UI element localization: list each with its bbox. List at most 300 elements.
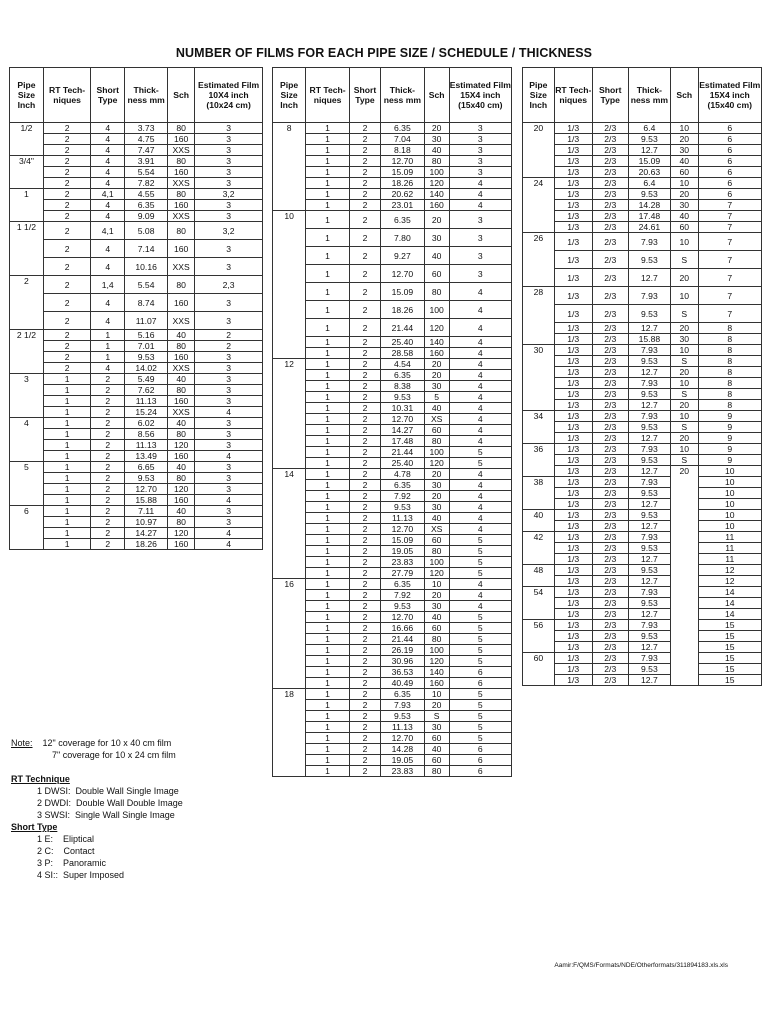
rt-technique-cell: 1 [306,612,350,623]
thickness-cell: 12.7 [628,576,670,587]
pipe-size-cell [273,265,306,283]
short-type-cell: 2 [349,265,380,283]
short-type-item: 4 SI:: Super Imposed [37,870,125,880]
rt-technique-cell: 1 [306,381,350,392]
table-row [10,276,263,294]
thickness-cell: 8.38 [381,381,425,392]
short-type-cell: 2 [349,414,380,425]
rt-technique-cell: 1/3 [554,287,592,305]
rt-technique-cell: 1/3 [554,222,592,233]
film-count-cell: 4 [449,381,511,392]
table-row [523,411,762,422]
table-row [523,345,762,356]
rt-technique-cell: 1 [43,440,90,451]
rt-technique-cell: 2 [43,178,90,189]
film-count-cell: 15 [698,631,761,642]
table-row [523,510,762,521]
thickness-cell: 9.53 [628,134,670,145]
sch-cell: 10 [671,378,698,389]
rt-technique-cell: 1 [306,436,350,447]
table-row [523,134,762,145]
pipe-size-cell [10,240,44,258]
film-count-cell: 14 [698,609,761,620]
sch-cell: XXS [168,407,195,418]
thickness-cell: 18.26 [125,539,168,550]
rt-technique-cell: 1/3 [554,521,592,532]
table-row [273,134,512,145]
pipe-size-cell [523,334,555,345]
table-row [273,458,512,469]
sch-cell [671,620,698,631]
rt-technique-cell: 1 [306,211,350,229]
pipe-size-cell: 28 [523,287,555,305]
film-count-cell: 11 [698,543,761,554]
films-table-medium-pipes [272,67,512,777]
thickness-cell: 12.70 [381,156,425,167]
table-row [523,521,762,532]
short-type-cell: 2/3 [592,287,628,305]
notes-section [11,737,183,881]
pipe-size-cell [273,403,306,414]
sch-cell [671,543,698,554]
pipe-size-cell: 26 [523,233,555,251]
table-row [273,722,512,733]
thickness-cell: 18.26 [381,178,425,189]
film-count-cell: 3 [195,374,263,385]
rt-technique-cell: 1 [43,418,90,429]
thickness-cell: 6.35 [381,579,425,590]
short-type-cell: 2 [349,568,380,579]
table-row [273,689,512,700]
thickness-cell: 7.14 [125,240,168,258]
rt-technique-cell: 1 [306,301,350,319]
pipe-size-cell: 1 [10,189,44,200]
rt-technique-cell: 1 [306,524,350,535]
pipe-size-cell [10,484,44,495]
rt-technique-cell: 1/3 [554,422,592,433]
sch-cell: 40 [424,612,449,623]
short-type-cell: 2 [349,301,380,319]
rt-technique-cell: 1/3 [554,251,592,269]
pipe-size-cell [273,301,306,319]
film-count-cell: 8 [698,345,761,356]
table-header-row [273,68,512,123]
table-row [273,755,512,766]
short-type-cell: 2/3 [592,178,628,189]
short-type-cell: 2 [349,229,380,247]
film-count-cell: 4 [449,601,511,612]
film-count-cell: 12 [698,576,761,587]
short-type-cell: 2 [91,462,125,473]
short-type-cell: 2 [349,189,380,200]
short-type-cell: 4,1 [91,189,125,200]
film-count-cell: 9 [698,444,761,455]
pipe-size-cell [10,495,44,506]
sch-cell: 10 [671,444,698,455]
table-row [273,414,512,425]
table-row [273,447,512,458]
film-count-cell: 5 [449,623,511,634]
thickness-cell: 15.24 [125,407,168,418]
sch-cell: 10 [671,233,698,251]
sch-cell: 120 [168,528,195,539]
thickness-cell: 7.93 [628,620,670,631]
film-count-cell: 4 [449,524,511,535]
film-count-cell: 8 [698,356,761,367]
rt-technique-cell: 1 [306,447,350,458]
sch-cell: 60 [424,623,449,634]
thickness-cell: 10.31 [381,403,425,414]
table-row [10,418,263,429]
table-row [523,653,762,664]
pipe-size-cell [273,656,306,667]
table-row [273,634,512,645]
pipe-size-cell [273,546,306,557]
pipe-size-cell [273,733,306,744]
table-row [10,517,263,528]
short-type-cell: 2 [91,374,125,385]
table-row [273,612,512,623]
short-type-cell: 2/3 [592,378,628,389]
sch-cell [671,598,698,609]
film-count-cell: 4 [449,200,511,211]
short-type-cell: 2/3 [592,587,628,598]
header-pipe-size: Pipe Size Inch [10,68,44,123]
short-type-cell: 2 [349,370,380,381]
rt-technique-cell: 1 [306,123,350,134]
short-type-cell: 1,4 [91,276,125,294]
pipe-size-cell [10,167,44,178]
rt-technique-cell: 1 [43,528,90,539]
short-type-cell: 2 [349,480,380,491]
short-type-cell: 2 [349,319,380,337]
rt-technique-cell: 2 [43,330,90,341]
film-count-cell: 7 [698,222,761,233]
thickness-cell: 15.88 [628,334,670,345]
rt-technique-cell: 1 [306,156,350,167]
table-row [10,462,263,473]
film-count-cell: 10 [698,477,761,488]
pipe-size-cell [10,352,44,363]
short-type-cell: 4 [91,258,125,276]
sch-cell: 30 [424,381,449,392]
sch-cell: 40 [168,330,195,341]
table-row [273,491,512,502]
table-row [10,294,263,312]
film-count-cell: 3 [195,156,263,167]
thickness-cell: 5.54 [125,276,168,294]
table-row [523,123,762,134]
rt-technique-cell: 1 [306,403,350,414]
film-count-cell: 3 [195,145,263,156]
sch-cell: 120 [424,656,449,667]
table-row [10,495,263,506]
film-count-cell: 2,3 [195,276,263,294]
pipe-size-cell [273,178,306,189]
rt-technique-cell: 1 [306,722,350,733]
sch-cell [671,642,698,653]
sch-cell: 160 [168,396,195,407]
film-count-cell: 3 [195,440,263,451]
thickness-cell: 9.53 [628,455,670,466]
table-row [523,631,762,642]
film-count-cell: 4 [449,491,511,502]
rt-technique-cell: 1/3 [554,631,592,642]
rt-technique-cell: 2 [43,276,90,294]
film-count-cell: 3 [195,517,263,528]
rt-technique-cell: 1/3 [554,305,592,323]
pipe-size-cell [523,389,555,400]
thickness-cell: 5.16 [125,330,168,341]
thickness-cell: 12.70 [125,484,168,495]
table-row [273,667,512,678]
thickness-cell: 12.7 [628,609,670,620]
rt-technique-cell: 1 [306,491,350,502]
pipe-size-cell [523,521,555,532]
thickness-cell: 6.02 [125,418,168,429]
table-row [523,444,762,455]
short-type-cell: 2/3 [592,211,628,222]
film-count-cell: 14 [698,587,761,598]
short-type-cell: 2 [349,678,380,689]
rt-technique-cell: 1/3 [554,189,592,200]
sch-cell: 20 [671,400,698,411]
film-count-cell: 4 [449,189,511,200]
table-row [10,352,263,363]
rt-technique-cell: 1/3 [554,510,592,521]
short-type-cell: 2/3 [592,477,628,488]
table-row [523,675,762,686]
pipe-size-cell [523,543,555,554]
rt-technique-item: 2 DWDI: Double Wall Double Image [37,798,183,808]
pipe-size-cell [523,200,555,211]
film-count-cell: 4 [449,502,511,513]
rt-technique-cell: 2 [43,134,90,145]
film-count-cell: 3 [449,229,511,247]
pipe-size-cell [523,222,555,233]
thickness-cell: 9.53 [628,305,670,323]
header-thickness: Thick- ness mm [381,68,425,123]
pipe-size-cell [523,134,555,145]
table-row [523,145,762,156]
sch-cell: 30 [424,601,449,612]
table-row [523,334,762,345]
rt-technique-cell: 1 [306,744,350,755]
sch-cell: 80 [424,156,449,167]
thickness-cell: 12.70 [381,733,425,744]
thickness-cell: 8.74 [125,294,168,312]
pipe-size-cell [273,200,306,211]
short-type-cell: 2 [349,403,380,414]
film-count-cell: 8 [698,367,761,378]
table-row [10,341,263,352]
short-type-cell: 4,1 [91,222,125,240]
sch-cell: 120 [424,319,449,337]
short-type-cell: 2/3 [592,499,628,510]
table-row [523,389,762,400]
sch-cell: XXS [168,363,195,374]
short-type-cell: 2 [349,733,380,744]
sch-cell [671,510,698,521]
film-count-cell: 3,2 [195,222,263,240]
film-count-cell: 3 [195,429,263,440]
sch-cell: 10 [424,689,449,700]
thickness-cell: 21.44 [381,634,425,645]
film-count-cell: 4 [449,590,511,601]
thickness-cell: 7.62 [125,385,168,396]
film-count-cell: 3 [195,396,263,407]
rt-technique-cell: 1/3 [554,554,592,565]
pipe-size-cell: 30 [523,345,555,356]
thickness-cell: 4.75 [125,134,168,145]
rt-technique-cell: 1/3 [554,211,592,222]
film-count-cell: 15 [698,653,761,664]
pipe-size-cell [273,189,306,200]
thickness-cell: 12.7 [628,400,670,411]
header-rt-techniques: RT Tech- niques [43,68,90,123]
table-row [523,367,762,378]
rt-technique-cell: 1 [306,656,350,667]
table-row [523,499,762,510]
sch-cell: 40 [168,462,195,473]
film-count-cell: 3 [195,418,263,429]
thickness-cell: 11.07 [125,312,168,330]
thickness-cell: 10.16 [125,258,168,276]
table-row [10,222,263,240]
sch-cell: 100 [424,557,449,568]
rt-technique-cell: 1 [306,414,350,425]
pipe-size-cell [273,414,306,425]
sch-cell: 80 [168,222,195,240]
pipe-size-cell: 14 [273,469,306,480]
sch-cell: 20 [424,469,449,480]
sch-cell: 30 [424,134,449,145]
rt-technique-cell: 1/3 [554,543,592,554]
sch-cell: 100 [424,301,449,319]
rt-technique-cell: 1 [43,462,90,473]
film-count-cell: 6 [698,123,761,134]
rt-technique-cell: 1 [306,568,350,579]
film-count-cell: 8 [698,323,761,334]
pipe-size-cell: 2 [10,276,44,294]
pipe-size-cell [523,251,555,269]
films-table-small-pipes [9,67,263,550]
table-row [10,506,263,517]
sch-cell: 160 [424,678,449,689]
table-row [10,429,263,440]
thickness-cell: 9.53 [628,565,670,576]
short-type-cell: 2/3 [592,200,628,211]
short-type-cell: 4 [91,178,125,189]
rt-technique-cell: 1 [306,623,350,634]
pipe-size-cell [10,539,44,550]
thickness-cell: 11.13 [381,722,425,733]
short-type-cell: 4 [91,123,125,134]
rt-technique-cell: 1 [306,480,350,491]
pipe-size-cell [523,433,555,444]
table-row [273,524,512,535]
thickness-cell: 6.35 [381,211,425,229]
rt-technique-cell: 1 [43,506,90,517]
sch-cell: 140 [424,189,449,200]
thickness-cell: 9.53 [381,601,425,612]
rt-technique-cell: 1 [43,374,90,385]
film-count-cell: 4 [449,370,511,381]
thickness-cell: 7.93 [628,287,670,305]
pipe-size-cell [10,528,44,539]
table-row [523,211,762,222]
thickness-cell: 23.83 [381,766,425,777]
pipe-size-cell [273,601,306,612]
thickness-cell: 5.54 [125,167,168,178]
rt-technique-cell: 2 [43,258,90,276]
pipe-size-cell [10,341,44,352]
rt-technique-cell: 1/3 [554,565,592,576]
thickness-cell: 15.09 [381,535,425,546]
thickness-cell: 14.27 [381,425,425,436]
film-count-cell: 4 [449,348,511,359]
film-count-cell: 8 [698,389,761,400]
short-type-cell: 2 [349,392,380,403]
film-count-cell: 3 [449,167,511,178]
short-type-cell: 2/3 [592,145,628,156]
header-sch: Sch [671,68,698,123]
film-count-cell: 3 [195,167,263,178]
sch-cell: 10 [671,287,698,305]
short-type-cell: 2 [349,283,380,301]
thickness-cell: 6.35 [125,200,168,211]
short-type-cell: 2 [349,145,380,156]
pipe-size-cell [10,258,44,276]
rt-technique-cell: 1/3 [554,455,592,466]
short-type-cell: 2 [349,700,380,711]
sch-cell: 80 [168,429,195,440]
film-count-cell: 6 [698,145,761,156]
rt-technique-cell: 2 [43,341,90,352]
thickness-cell: 20.63 [628,167,670,178]
rt-technique-item: 3 SWSI: Single Wall Single Image [37,810,175,820]
thickness-cell: 7.93 [628,532,670,543]
table-row [273,247,512,265]
rt-technique-cell: 1 [43,407,90,418]
table-row [523,200,762,211]
short-type-cell: 2/3 [592,389,628,400]
pipe-size-cell: 56 [523,620,555,631]
short-type-cell: 2 [349,247,380,265]
short-type-cell: 2 [349,656,380,667]
table-row [523,477,762,488]
pipe-size-cell [273,645,306,656]
rt-technique-cell: 1/3 [554,444,592,455]
film-count-cell: 4 [449,469,511,480]
film-count-cell: 4 [449,359,511,370]
film-count-cell: 4 [449,414,511,425]
pipe-size-cell [523,466,555,477]
film-count-cell: 10 [698,466,761,477]
sch-cell: 160 [168,134,195,145]
short-type-cell: 2/3 [592,345,628,356]
film-count-cell: 15 [698,642,761,653]
thickness-cell: 25.40 [381,458,425,469]
short-type-cell: 2/3 [592,367,628,378]
pipe-size-cell [273,535,306,546]
table-row [273,590,512,601]
pipe-size-cell [273,370,306,381]
pipe-size-cell [273,247,306,265]
sch-cell: 20 [671,367,698,378]
short-type-cell: 2/3 [592,433,628,444]
short-type-cell: 2/3 [592,356,628,367]
